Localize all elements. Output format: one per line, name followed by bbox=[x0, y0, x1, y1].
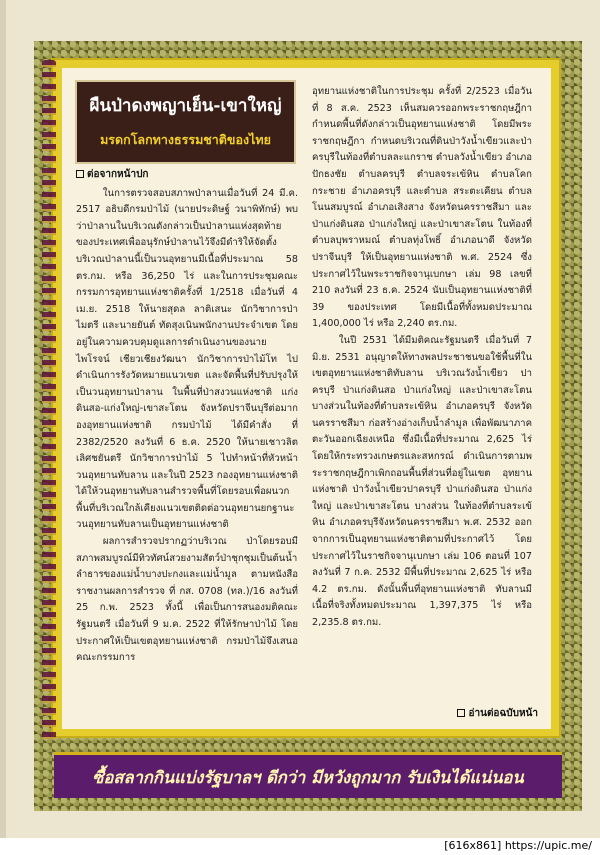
right-column bbox=[312, 84, 532, 632]
banner-slogan: ซื้อสลากกินแบ่งรัฐบาลฯ ดีกว่า มีหวังถูกมาก รับเงินได้แน่นอน bbox=[92, 768, 524, 787]
continued-from-label: ต่อจากหน้าปก bbox=[76, 167, 298, 184]
paragraph: ในการตรวจสอบสภาพป่าลานเมื่อวันที่ 24 มี.ค. 2517 อธิบดีกรมป่าไม้ (นายประดิษฐ์ วนาพิทักษ์) พบว่าป่าลานในบริเวณดังกล่าวเป็นป่าลานแห่งสุดท้ายของประเทศเพื่ออนุรักษ์ป่าลานไว้จึงมีดำริให้จัดตั้งบริเวณป่าลานนี้เป็นวนอุทยานมีเนื้อที่ประมาณ 58 ตร.กม. หรือ 36,250 ไร่ และในการประชุมคณะกรรมการอุทยานแห่งชาติครั้งที่ 1/2518 เมื่อวันที่ 4 เม.ย. 2518 ให้นายสุดล ลาติเสนะ นักวิชาการป่าไมตรี และนายยันต์ ทัดสุงเนินพนักงานประจำเขต โดยอยู่ในความควบคุมดูแลการดำเนินงานของนายไพโรจน์ เชียวเชียงวัฒนา นักวิชาการป่าไม้โท ไปดำเนินการรังวัดหมายแนวเขต และจัดพื้นที่ปรับปรุงให้เป็นวนอุทยานป่าลาน ในพื้นที่ป่าสงวนแห่งชาติ แก่งดินสอ-แก่งใหญ่-เขาสะโตน จังหวัดปราจีนบุรีต่อมากองอุทยานแห่งชาติ กรมป่าไม้ ได้มีคำสั่ง ที่ 2382/2520 ลงวันที่ 6 ธ.ค. 2520 ให้นายเชาวลิต เลิศชยันตรี นักวิชาการป่าไม้ 5 ไปทำหน้าที่หัวหน้าวนอุทยานทับลาน และในปี 2523 กองอุทยานแห่งชาติ ได้ให้วนอุทยานทับลานสำรวจพื้นที่โดยรอบเพื่อผนวกพื้นที่บริเวณใกล้เคียงแนวเขตติดต่อวนอุทยานยกฐานะวนอุทยานทับลานเป็นอุทยานแห่งชาติ bbox=[76, 187, 298, 531]
article-subtitle: มรดกโลกทางธรรมชาติของไทย bbox=[100, 132, 271, 147]
image-host-footer bbox=[0, 838, 600, 855]
paragraph: ในปี 2531 ได้มีมติคณะรัฐมนตรี เมื่อวันที่ 7 มิ.ย. 2531 อนุญาตให้ทางพลประชาชนขอใช้พื้นที่ในเขตอุทยานแห่งชาติทับลาน บริเวณวังน้ำเขียว ปาครบุรี ป่าแก่งดินสอ ป่าแก่งใหญ่ และป่าเขาสะโตนบางส่วนในท้องที่ตำบลระเข้หิน อำเภอครบุรี จังหวัดนครราชสีมา ก่อสร้างอ่างเก็บน้ำลำมูล เพื่อพัฒนาภาคตะวันออกเฉียงเหนือ ซึ่งมีเนื้อที่ประมาณ 2,625 ไร่ โดยให้กระทรวงเกษตรและสหกรณ์ ดำเนินการตามพระราชกฤษฎีกาเพิกถอนพื้นที่ส่วนที่อยู่ในเขต อุทยานแห่งชาติ ป่าวังน้ำเขียวปาครบุรี ป่าแก่งดินสอ ป่าแก่งใหญ่ และป่าเขาสะโตน บางส่วน ในท้องที่ตำบลระเข้หิน อำเภอครบุรีจังหวัดนครราชสีมา พ.ศ. 2532 ออกจากการเป็นอุทยานแห่งชาติตามที่ประกาศไว้ โดยประกาศไว้ในราชกิจจานุเบกษา เล่ม 106 ตอนที่ 107 ลงวันที่ 7 ก.ค. 2532 มีพื้นที่ประมาณ 2,625 ไร่ หรือ 4.2 ตร.กม. ดังนั้นพื้นที่อุทยานแห่งชาติ ทับลานมีเนื้อที่จริงทั้งหมดประมาณ 1,397,375 ไร่ หรือ 2,235.8 ตร.กม. bbox=[312, 334, 532, 628]
left-column bbox=[76, 167, 298, 667]
binding-rings bbox=[42, 60, 56, 740]
paragraph: อุทยานแห่งชาติในการประชุม ครั้งที่ 2/2523 เมื่อวันที่ 8 ส.ค. 2523 เห็นสมควรออกพระราชกฤษฎีกากำหนดพื้นที่ดังกล่าวเป็นอุทยานแห่งชาติ โดยมีพระราชกฤษฎีกา กำหนดบริเวณที่ดินป่าวังน้ำเขียวและป่าครบุรีในท้องที่ตำบลละแกราช ตำบลวังน้ำเขียว อำเภอปักธงชัย ตำบลครบุรี ตำบลจระเข้หิน ตำบลโคกกระชาย อำเภอครบุรี และตำบล สระตะเคียน ตำบลโนนสมบูรณ์ อำเภอเสิงสาง จังหวัดนครราชสีมา และป่าแก่งดินสอ ป่าแก่งใหญ่ และป่าเขาสะโตน ในท้องที่ ตำบลบุพราหมณ์ ตำบลทุ่งโพธิ์ อำเภอนาดี จังหวัดปราจีนบุรี ให้เป็นอุทยานแห่งชาติ พ.ศ. 2524 ซึ่งประกาศไว้ในพระราชกิจจานุเบกษา เล่ม 98 เลขที่ 210 ลงวันที่ 23 ธ.ค. 2524 นับเป็นอุทยานแห่งชาติที่ 39 ของประเทศ โดยมีเนื้อที่ทั้งหมดประมาณ 1,400,000 ไร่ หรือ 2,240 ตร.กม. bbox=[312, 86, 532, 330]
paragraph: ผลการสำรวจปรากฏว่าบริเวณ ป่าโดยรอบมีสภาพสมบูรณ์มีทิวทัศน์สวยงามสัตว์ป่าชุกชุมเป็นต้นน้ำลำธารของแม่น้ำบางปะกงและแม่น้ำมูล ตามหนังสือราชงานผลการสำรวจ ที่ กส. 0708 (ทล.)/16 ลงวันที่ 25 ก.พ. 2523 ทั้งนี้ เพื่อเป็นการสนองมติคณะรัฐมนตรี เมื่อวันที่ 9 ม.ค. 2522 ที่ให้รักษาป่าไม้ โดยประกาศให้เป็นเขตอุทยานแห่งชาติ กรมป่าไม้จึงเสนอคณะกรรมการ bbox=[76, 536, 298, 664]
square-bullet-icon bbox=[457, 709, 465, 717]
footer-url[interactable]: [616x861] https://upic.me/ bbox=[444, 839, 592, 852]
lottery-banner bbox=[54, 752, 562, 798]
article-title: ผืนป่าดงพญาเย็น-เขาใหญ่ bbox=[89, 96, 282, 116]
page-edge bbox=[0, 0, 6, 838]
continued-to-label: อ่านต่อฉบับหน้า bbox=[457, 706, 538, 721]
square-bullet-icon bbox=[76, 170, 84, 178]
article-title-box bbox=[75, 80, 296, 164]
